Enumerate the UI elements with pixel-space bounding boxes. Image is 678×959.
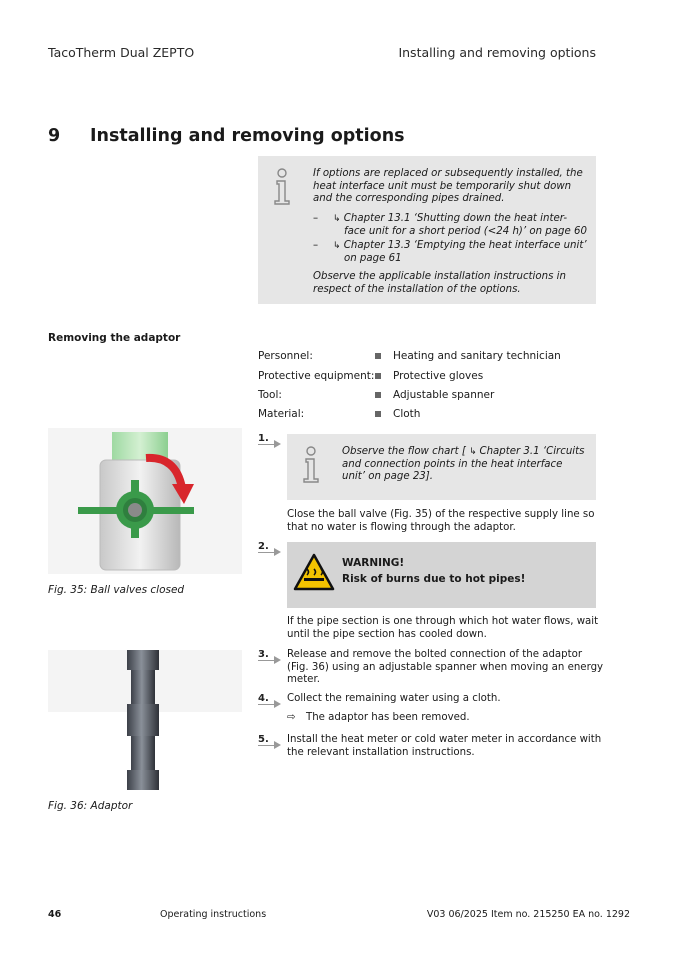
info-bullet-2[interactable] — [333, 240, 587, 265]
warning-text: Risk of burns due to hot pipes! — [342, 573, 526, 585]
adaptor-illustration — [118, 648, 168, 792]
requirement-label: Material: — [258, 408, 305, 420]
step-1-note-line1: Observe the flow chart [ — [342, 446, 470, 457]
figure-35-caption: Fig. 35: Ball valves closed — [48, 584, 185, 596]
requirement-label: Tool: — [258, 389, 282, 401]
requirement-row — [258, 370, 598, 389]
info-note-box — [258, 156, 596, 304]
ball-valve-illustration — [48, 428, 242, 574]
info-closing-1: Observe the applicable installation instructions in — [313, 271, 566, 282]
step-1-note-line3: unit’ on page 23]. — [342, 471, 434, 483]
info-line-1: If options are replaced or subsequently installed, the — [313, 168, 583, 179]
info-bullet-1[interactable] — [333, 213, 587, 238]
step-4-result: The adaptor has been removed. — [306, 712, 470, 723]
step-4-number: 4. — [258, 693, 269, 704]
footer-version: V03 06/2025 Item no. 215250 EA no. 1292 — [426, 909, 630, 920]
bullet-square-icon — [375, 392, 381, 398]
subheading: Removing the adaptor — [48, 332, 181, 344]
requirement-label: Protective equipment: — [258, 370, 375, 382]
step-3-line2: (Fig. 36) using an adjustable spanner when moving an energy — [287, 661, 604, 673]
requirement-value: Protective gloves — [393, 370, 484, 382]
chapter-number: 9 — [48, 126, 61, 146]
link-arrow-icon: ↳ — [333, 241, 341, 251]
bullet-square-icon — [375, 353, 381, 359]
step-1-number: 1. — [258, 433, 269, 444]
step-arrow-icon — [274, 700, 281, 708]
step-4-text: Collect the remaining water using a cloth. — [287, 693, 501, 704]
requirement-value: Cloth — [393, 408, 421, 420]
link-arrow-icon: ↳ — [333, 214, 341, 224]
figure-ball-valve — [48, 428, 242, 574]
step-arrow-icon — [274, 741, 281, 749]
step-3-number: 3. — [258, 649, 269, 660]
info-bullet-1-line1: Chapter 13.1 ‘Shutting down the heat inter- — [343, 213, 568, 224]
info-bullet-dash-2: – — [313, 240, 319, 251]
step-1-note-link[interactable]: Chapter 3.1 ‘Circuits — [479, 446, 585, 457]
warning-box — [287, 542, 596, 608]
requirement-value: Adjustable spanner — [393, 389, 495, 401]
result-arrow-icon: ⇨ — [287, 712, 296, 723]
warning-title: WARNING! — [342, 557, 405, 569]
info-line-2: heat interface unit must be temporarily shut down — [313, 180, 572, 192]
info-icon — [274, 168, 296, 206]
step-1-text-line2: that no water is flowing through the adaptor. — [287, 521, 516, 533]
header-section: Installing and removing options — [398, 45, 596, 60]
step-3-line1: Release and remove the bolted connection of the adaptor — [287, 649, 583, 660]
requirement-row — [258, 350, 598, 370]
chapter-title: Installing and removing options — [90, 126, 405, 146]
info-bullet-dash-1: – — [313, 213, 319, 224]
step-arrow-icon — [274, 548, 281, 556]
step-5-line2: the relevant installation instructions. — [287, 746, 475, 758]
step-5-line1: Install the heat meter or cold water meter in accordance with — [287, 734, 602, 745]
info-line-3: and the corresponding pipes drained. — [313, 193, 505, 205]
bullet-square-icon — [375, 373, 381, 379]
step-arrow-icon — [274, 656, 281, 664]
header-product: TacoTherm Dual ZEPTO — [48, 45, 195, 60]
step-3-line3: meter. — [287, 674, 320, 686]
info-bullet-2-line2: on page 61 — [344, 252, 402, 264]
hot-surface-warning-icon — [293, 553, 335, 591]
requirements-table — [258, 350, 598, 427]
step-arrow-icon — [274, 440, 281, 448]
requirement-label: Personnel: — [258, 350, 313, 362]
requirement-row — [258, 389, 598, 408]
requirement-row — [258, 408, 598, 427]
footer-doc-type: Operating instructions — [160, 909, 267, 920]
step-2-number: 2. — [258, 541, 269, 552]
step-1-text-line1: Close the ball valve (Fig. 35) of the respective supply line so — [287, 509, 595, 520]
step-2-text-line2: until the pipe section has cooled down. — [287, 628, 487, 640]
step-2-text-line1: If the pipe section is one through which hot water flows, wait — [287, 616, 599, 627]
footer-page-number: 46 — [48, 909, 62, 920]
bullet-square-icon — [375, 411, 381, 417]
info-closing-2: respect of the installation of the options. — [313, 283, 521, 295]
info-bullet-2-line1: Chapter 13.3 ‘Emptying the heat interface unit’ — [343, 240, 587, 251]
step-1-note-line2: and connection points in the heat interface — [342, 458, 563, 470]
info-bullet-1-line2: face unit for a short period (<24 h)’ on page 60 — [344, 225, 587, 237]
requirement-value: Heating and sanitary technician — [393, 350, 561, 362]
info-icon — [303, 446, 325, 484]
step-1-note-box — [287, 434, 596, 500]
step-5-number: 5. — [258, 734, 269, 745]
link-arrow-icon: ↳ — [469, 447, 480, 457]
figure-36-caption: Fig. 36: Adaptor — [48, 800, 133, 812]
